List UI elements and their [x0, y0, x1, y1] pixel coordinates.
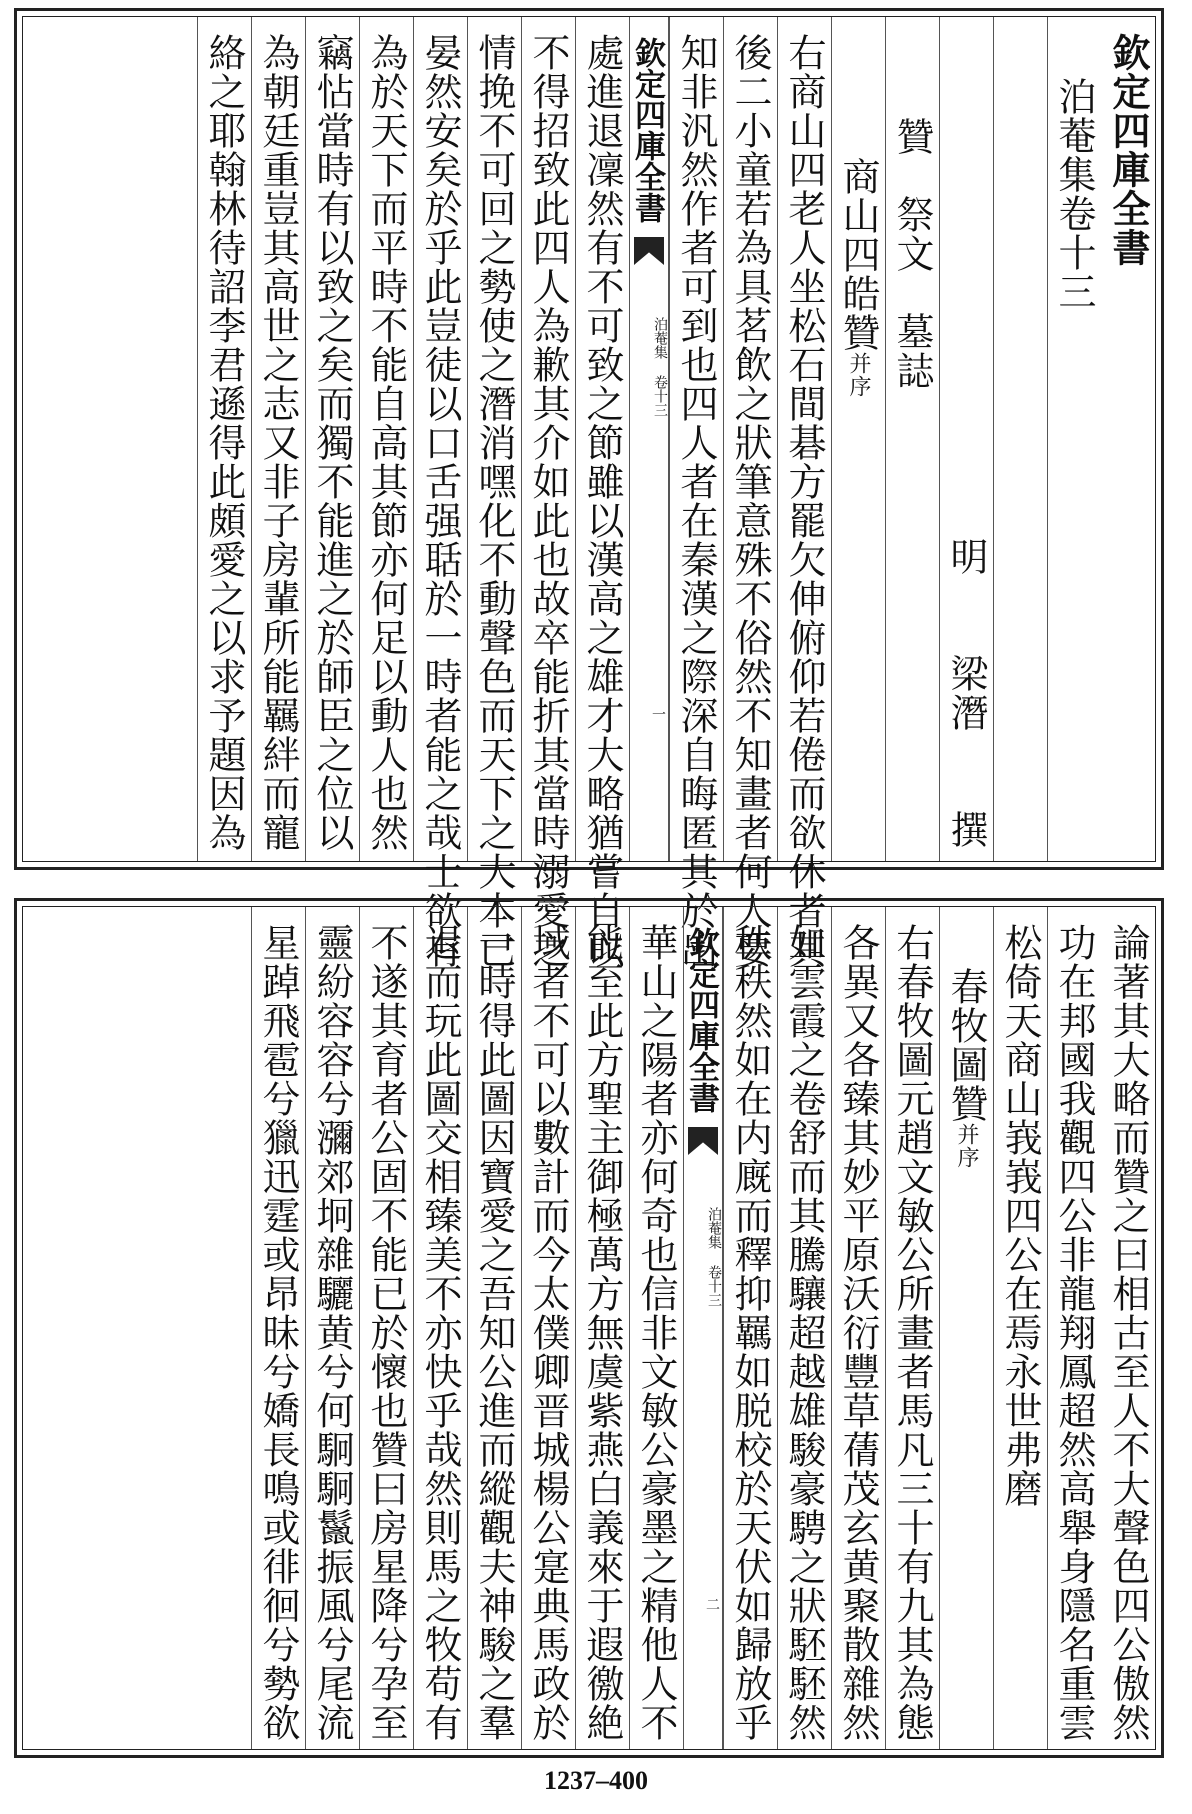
- body-line: 各異又各臻其妙平原沃衍豐草蒨茂玄黄聚散雜然: [836, 923, 880, 1742]
- text-column: [777, 907, 831, 1749]
- text-column: [831, 17, 885, 861]
- section-heading: 贊 祭文 墓誌: [890, 117, 934, 390]
- text-column: [521, 17, 575, 969]
- text-column: [1101, 907, 1155, 1749]
- body-line: 情挽不可回之勢使之潛消嘿化不動聲色而天下之大本已: [472, 33, 516, 969]
- text-column: [305, 907, 359, 1749]
- text-column: [575, 907, 629, 1749]
- text-column: [669, 17, 723, 969]
- gutter-side: 泊菴集 卷十三: [706, 1207, 722, 1307]
- gutter-title: 欽定四庫全書: [683, 927, 719, 1113]
- collection-title: 欽定四庫全書: [1106, 33, 1151, 267]
- text-column: [629, 907, 683, 1749]
- body-line: 後二小童若為具茗飲之狀筆意殊不俗然不知畫者何人要: [728, 33, 772, 969]
- text-column: [723, 17, 777, 969]
- gutter-side: 泊菴集 卷十三: [652, 317, 668, 417]
- center-gutter: [683, 907, 723, 1749]
- page-frame: [22, 906, 1156, 1750]
- body-line: 知非汎然作者可到也四人者在秦漢之際深自晦匿其於出: [674, 33, 718, 969]
- text-column: [885, 17, 939, 861]
- text-column: [939, 907, 993, 1749]
- text-column: [993, 907, 1047, 1749]
- body-line: 一時得此圖因寶愛之吾知公進而縱觀夫神駿之羣: [472, 923, 516, 1742]
- text-column: [197, 17, 251, 861]
- text-column: [723, 907, 777, 1749]
- body-line: 絡之耶翰林待詔李君遜得此頗愛之以求予題因為: [202, 33, 246, 852]
- body-line: 華山之陽者亦何奇也信非文敏公豪墨之精他人不: [634, 923, 678, 1742]
- body-line: 靈紛容容兮瀰郊坰雜驪黄兮何駉駉鬣振風兮尾流: [310, 923, 354, 1742]
- author-line: 明 梁潛 撰: [944, 537, 988, 849]
- page-panel-bottom: [14, 898, 1164, 1758]
- body-line: 秩秩然如在内廐而釋抑羈如脱校於天伏如歸放乎: [728, 923, 772, 1742]
- text-column: [939, 17, 993, 861]
- body-line: 竊怗當時有以致之矣而獨不能進之於師臣之位以: [310, 33, 354, 852]
- text-column: [413, 17, 467, 969]
- body-line: 功在邦國我觀四公非龍翔鳳超然高舉身隱名重雲: [1052, 923, 1096, 1742]
- center-gutter: [629, 17, 669, 861]
- piece-title: 春牧圖贊: [944, 967, 988, 1123]
- text-column: [467, 17, 521, 969]
- fish-tail-icon: [634, 237, 664, 265]
- text-column: [251, 907, 305, 1749]
- piece-note: 并序: [954, 1123, 979, 1169]
- body-line: 右商山四老人坐松石間碁方罷欠伸俯仰若倦而欲休者其: [782, 33, 826, 969]
- page-frame: [22, 16, 1156, 969]
- body-line: 右春牧圖元趙文敏公所畫者馬凡三十有九其為態: [890, 923, 934, 1742]
- body-line: 如雲霞之卷舒而其騰驤超越雄駿豪騁之狀駓駓然: [782, 923, 826, 1742]
- text-column: [1047, 17, 1101, 861]
- gutter-page-number: 二: [704, 1597, 720, 1611]
- body-line: 星踔飛雹兮獵迅霆或昂昧兮嬌長鳴或徘徊兮勢欲: [256, 923, 300, 1742]
- text-column: [1047, 907, 1101, 1749]
- piece-note: 并序: [846, 352, 871, 398]
- body-line: 晏然安矣於乎此豈徒以口舌强聒於一時者能之哉士欲有: [418, 33, 462, 969]
- body-line: 論著其大略而贊之曰相古至人不大聲色四公傲然: [1106, 923, 1150, 1742]
- body-line: 為於天下而平時不能自高其節亦何足以動人也然: [364, 33, 408, 852]
- body-line: 域者不可以數計而今太僕卿晋城楊公寔典馬政於: [526, 923, 570, 1742]
- text-column: [413, 907, 467, 1749]
- body-line: 不得招致此四人為歉其介如此也故卒能折其當時溺愛之: [526, 33, 570, 969]
- piece-title: 商山四皓贊: [836, 157, 880, 352]
- text-column: [305, 17, 359, 861]
- text-column: [885, 907, 939, 1749]
- text-column: [359, 907, 413, 1749]
- gutter-title: 欽定四庫全書: [629, 37, 665, 223]
- body-line: 能至此方聖主御極萬方無虞紫燕白義來于遐徼絶: [580, 923, 624, 1742]
- volume-title: 泊菴集卷十三: [1052, 77, 1096, 311]
- page-panel-top: [14, 8, 1164, 969]
- text-column: [467, 907, 521, 1749]
- gutter-page-number: 一: [650, 707, 666, 721]
- body-line: 為朝廷重豈其高世之志又非子房輩所能羈絆而寵: [256, 33, 300, 852]
- text-column: [575, 17, 629, 969]
- body-line: 處進退凜然有不可致之節雖以漢高之雄才大略猶嘗自以: [580, 33, 624, 969]
- page-number: 1237–400: [544, 1766, 648, 1795]
- text-column: [831, 907, 885, 1749]
- body-line: 松倚天商山峩峩四公在焉永世弗磨: [998, 923, 1042, 1508]
- text-column: [993, 17, 1047, 861]
- body-line: 不遂其育者公固不能已於懷也贊曰房星降兮孕至: [364, 923, 408, 1742]
- body-line: 退而玩此圖交相臻美不亦快乎哉然則馬之牧苟有: [418, 923, 462, 1742]
- text-column: [521, 907, 575, 1749]
- text-column: [777, 17, 831, 969]
- text-column: [251, 17, 305, 861]
- text-column: [359, 17, 413, 861]
- text-column: [1101, 17, 1155, 861]
- fish-tail-icon: [688, 1127, 718, 1155]
